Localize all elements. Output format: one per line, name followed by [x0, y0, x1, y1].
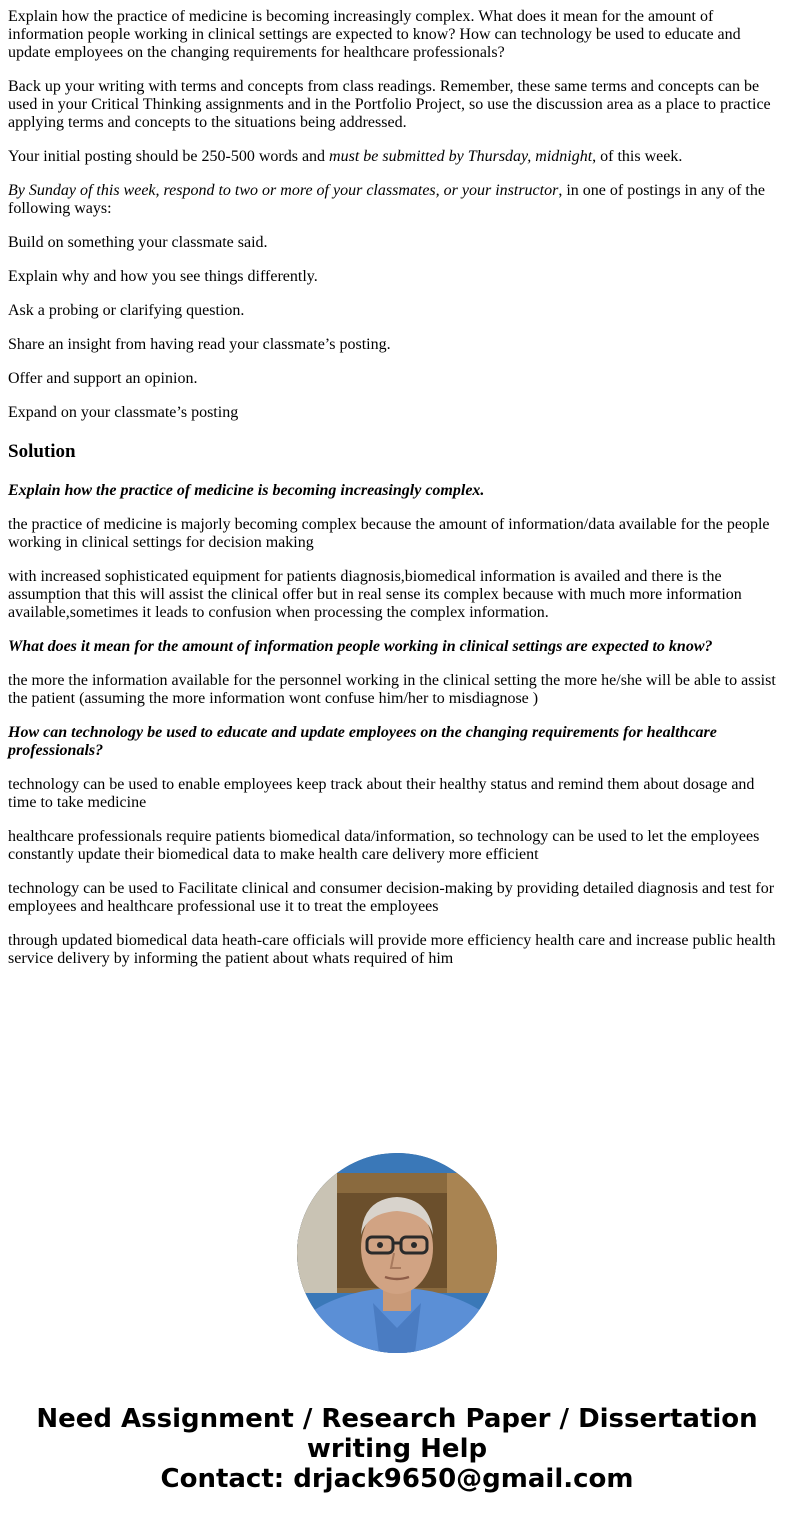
solution-question-3: How can technology be used to educate and update employees on the changing requirements for healthcare professionals?	[8, 724, 717, 759]
way-item: Explain why and how you see things differently.	[8, 268, 318, 285]
question-respond	[8, 182, 786, 218]
solution-heading: Solution	[8, 441, 76, 462]
way-item: Offer and support an opinion.	[8, 370, 198, 387]
way-item: Expand on your classmate’s posting	[8, 404, 239, 421]
solution-answer: technology can be used to enable employees keep track about their healthy status and remind them about dosage and time to take medicine	[8, 776, 755, 811]
respond-deadline: By Sunday of this week, respond to two or more of your classmates, or your instructor	[8, 182, 559, 199]
promo-banner	[0, 1404, 794, 1494]
way-item: Share an insight from having read your classmate’s posting.	[8, 336, 391, 353]
solution-question-2: What does it mean for the amount of information people working in clinical settings are expected to know?	[8, 638, 713, 655]
posting-deadline: must be submitted by Thursday, midnight	[329, 148, 593, 165]
author-avatar	[297, 1153, 497, 1353]
solution-question-1: Explain how the practice of medicine is becoming increasingly complex.	[8, 482, 485, 499]
promo-headline: Need Assignment / Research Paper / Dissertation writing Help	[36, 1404, 758, 1464]
question-backup: Back up your writing with terms and concepts from class readings. Remember, these same terms and concepts can be used in your Critical Thinking assignments and in the Portfolio Project, so use the discussion area as a place to practice applying terms and concepts to the situations being addressed.	[8, 78, 771, 131]
solution-answer: healthcare professionals require patients biomedical data/information, so technology can be used to let the employees constantly update their biomedical data to make health care delivery more efficient	[8, 828, 760, 863]
solution-answer: through updated biomedical data heath-care officials will provide more efficiency health care and increase public health service delivery by informing the patient about whats required of him	[8, 932, 776, 967]
question-posting	[8, 148, 786, 166]
way-item: Ask a probing or clarifying question.	[8, 302, 245, 319]
solution-answer: technology can be used to Facilitate clinical and consumer decision-making by providing detailed diagnosis and test for employees and healthcare professional use it to treat the employees	[8, 880, 775, 915]
posting-text-end: , of this week.	[592, 148, 683, 165]
solution-answer: with increased sophisticated equipment for patients diagnosis,biomedical information is availed and there is the assumption that this will assist the clinical offer but in real sense its complex because with much more information available,sometimes it leads to confusion when processing the complex information.	[8, 568, 742, 621]
promo-contact[interactable]: Contact: drjack9650@gmail.com	[160, 1464, 634, 1494]
way-item: Build on something your classmate said.	[8, 234, 268, 251]
solution-answer: the more the information available for the personnel working in the clinical setting the more he/she will be able to assist the patient (assuming the more information wont confuse him/her to misdiagnose )	[8, 672, 776, 707]
question-intro: Explain how the practice of medicine is becoming increasingly complex. What does it mean for the amount of information people working in clinical settings are expected to know? How can technology be used to educate and update employees on the changing requirements for healthcare professionals?	[8, 8, 741, 61]
solution-answer: the practice of medicine is majorly becoming complex because the amount of information/data available for the people working in clinical settings for decision making	[8, 516, 770, 551]
posting-text: Your initial posting should be 250-500 words and	[8, 148, 330, 165]
respond-text: , in one of postings in any of the following ways:	[8, 182, 765, 217]
avatar-portrait	[297, 1153, 497, 1353]
